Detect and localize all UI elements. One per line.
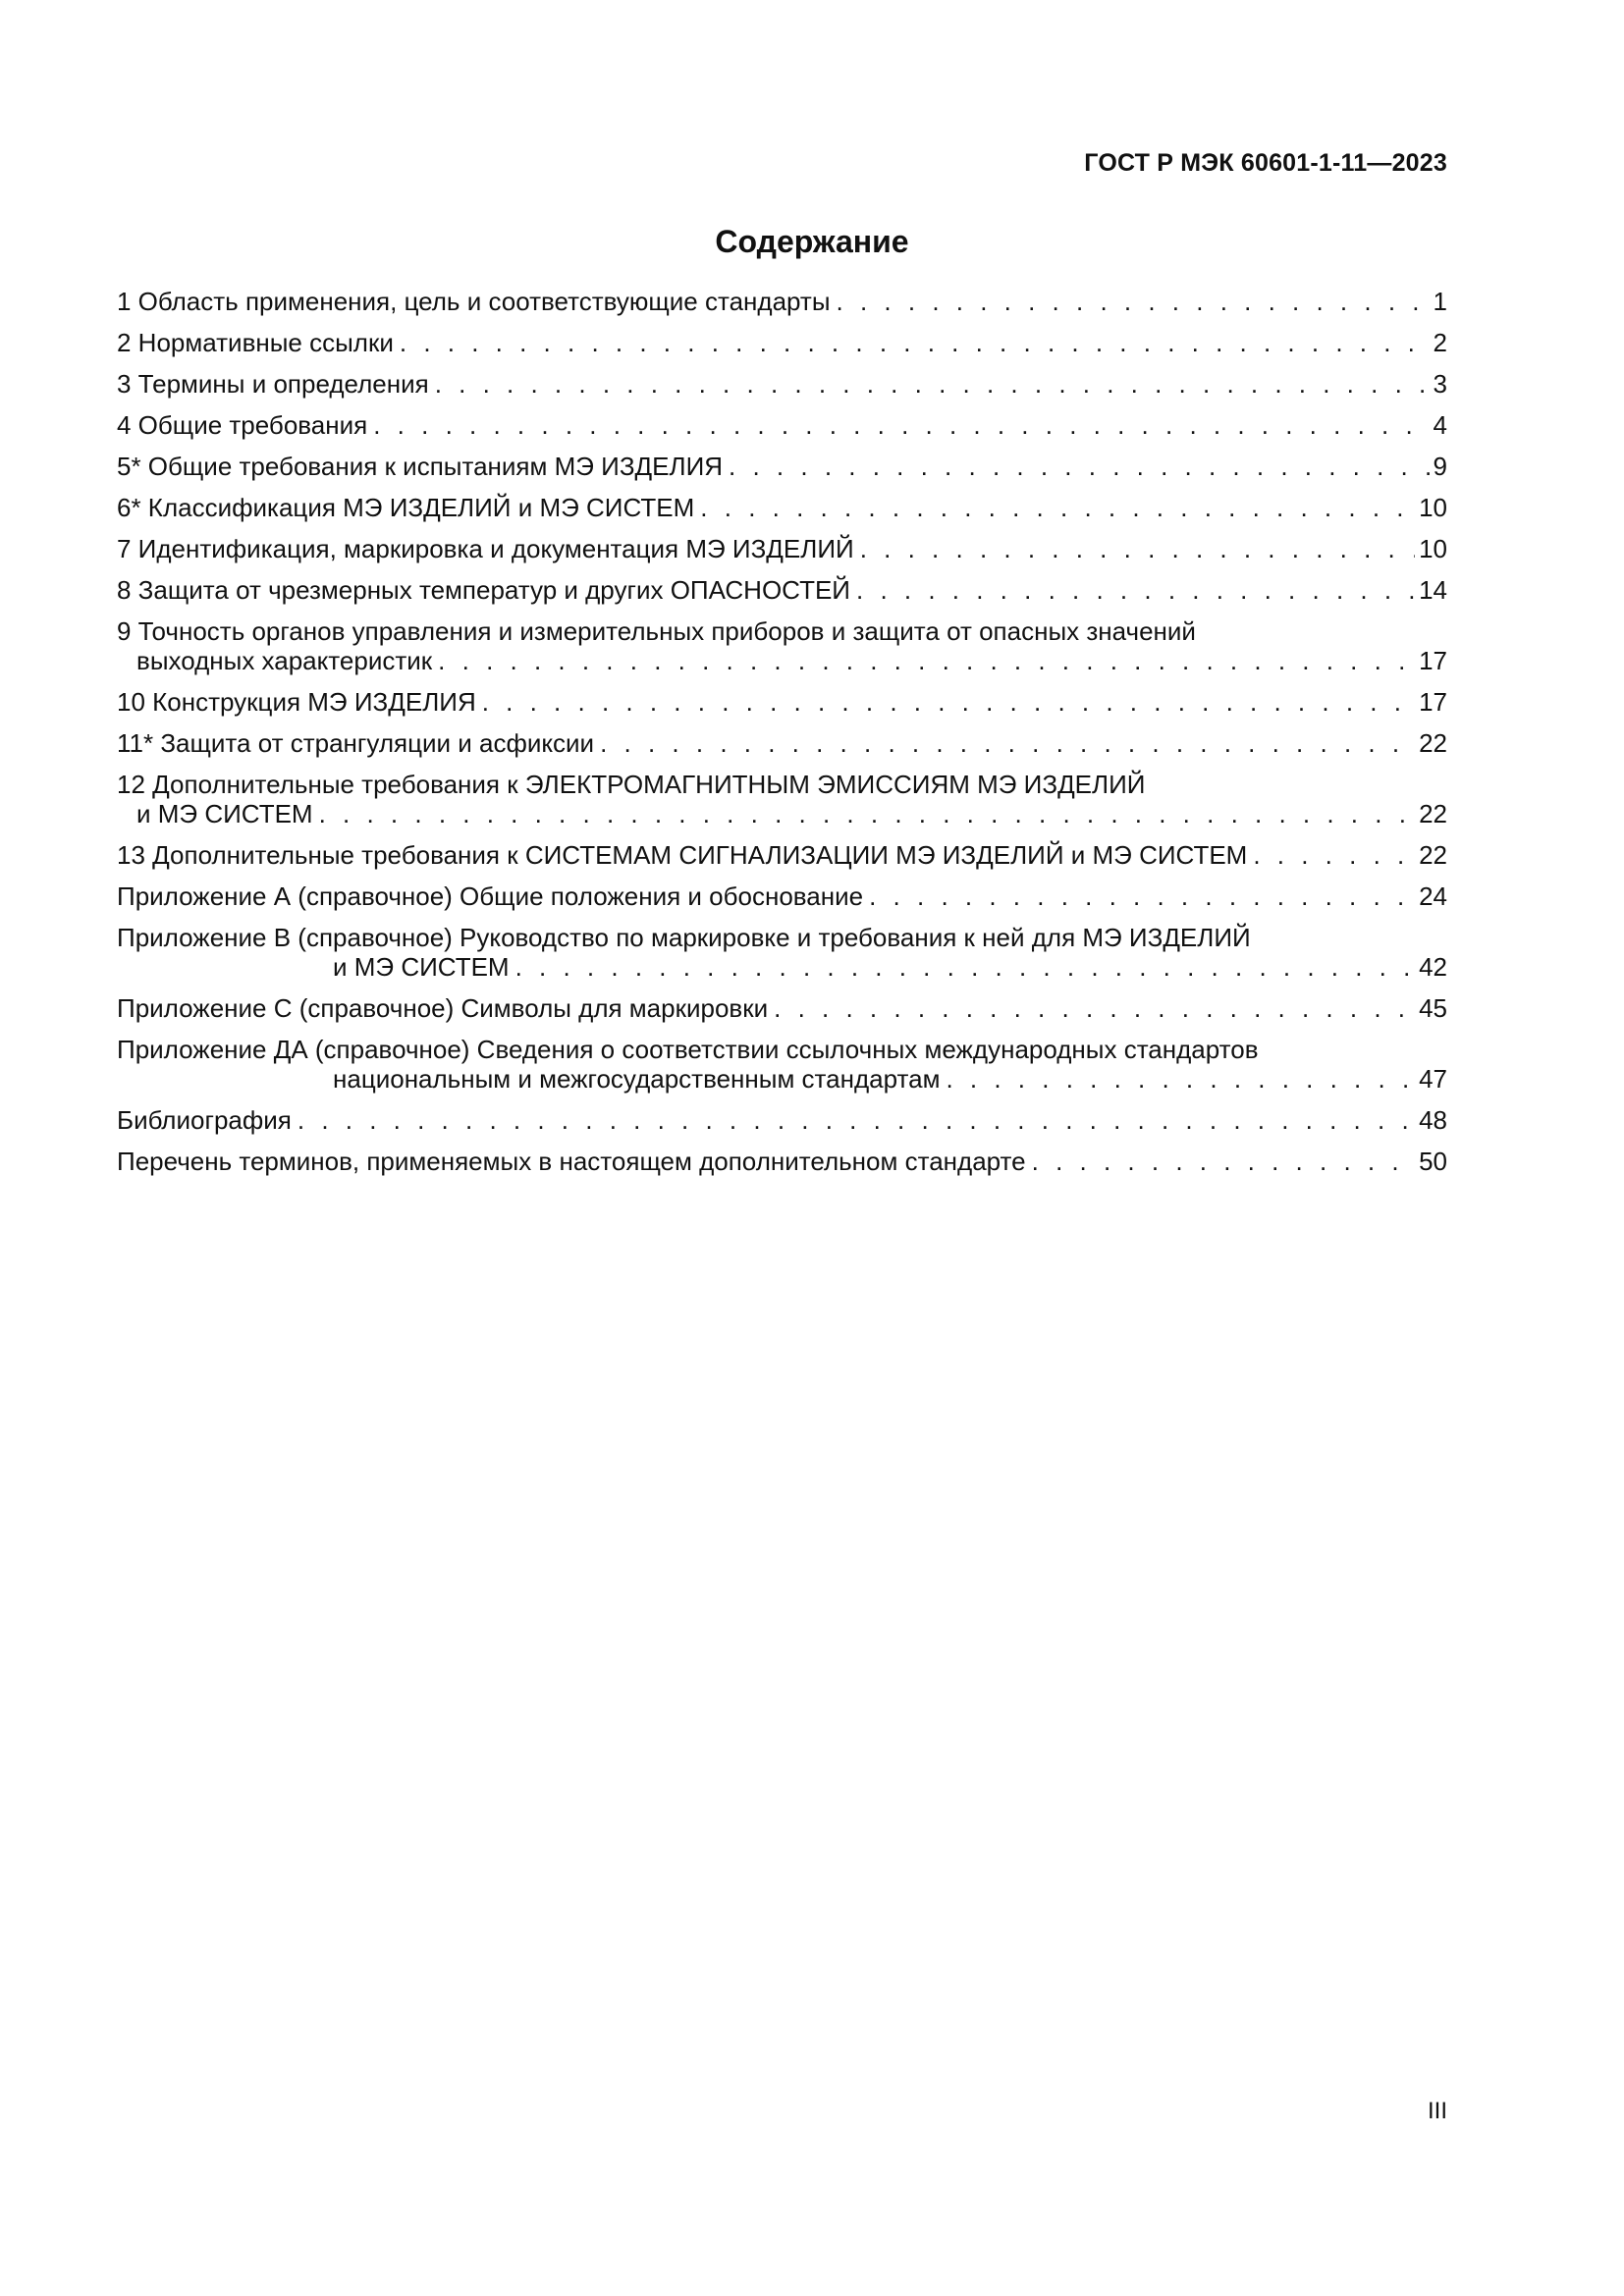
dot-leader: [298, 1105, 1415, 1135]
toc-entry[interactable]: [117, 1147, 1447, 1176]
dot-leader: [319, 799, 1416, 828]
toc-entry-title: 13 Дополнительные требования к СИСТЕМАМ СИГНАЛИЗАЦИИ МЭ ИЗДЕЛИЙ и МЭ СИСТЕМ: [117, 840, 1248, 870]
dot-leader: [837, 287, 1430, 316]
dot-leader: [729, 452, 1430, 481]
toc-entry-title: национальным и межгосударственным стандартам: [333, 1064, 941, 1094]
dot-leader: [946, 1064, 1415, 1094]
toc-entry[interactable]: [117, 452, 1447, 481]
toc-entry-page: 3: [1433, 369, 1447, 399]
dot-leader: [400, 328, 1430, 357]
dot-leader: [869, 881, 1415, 911]
dot-leader: [515, 952, 1416, 982]
toc-entry-title-line1: 9 Точность органов управления и измерительных приборов и защита от опасных значений: [117, 616, 1196, 646]
toc-entry[interactable]: [117, 840, 1447, 870]
toc-entry[interactable]: [117, 1105, 1447, 1135]
toc-entry[interactable]: [117, 410, 1447, 440]
toc-entry-title: и МЭ СИСТЕМ: [333, 952, 510, 982]
toc-entry-title: 2 Нормативные ссылки: [117, 328, 394, 357]
dot-leader: [700, 493, 1415, 522]
dot-leader: [860, 534, 1415, 563]
toc-entry-page: 10: [1419, 493, 1447, 522]
dot-leader: [1253, 840, 1415, 870]
dot-leader: [373, 410, 1429, 440]
toc-entry-page: 2: [1433, 328, 1447, 357]
toc-entry-title: и МЭ СИСТЕМ: [136, 799, 313, 828]
toc-entry-page: 17: [1419, 687, 1447, 717]
toc-entry-title: Перечень терминов, применяемых в настоящем дополнительном стандарте: [117, 1147, 1026, 1176]
toc-entry-title: 1 Область применения, цель и соответствующие стандарты: [117, 287, 831, 316]
dot-leader: [435, 369, 1430, 399]
toc-entry[interactable]: [117, 328, 1447, 357]
toc-entry[interactable]: [117, 575, 1447, 605]
toc-entry-title: 11* Защита от странгуляции и асфиксии: [117, 728, 595, 758]
toc-entry-page: 45: [1419, 993, 1447, 1023]
toc-entry-page: 48: [1419, 1105, 1447, 1135]
toc-title: Содержание: [715, 224, 909, 259]
toc-entry[interactable]: [117, 881, 1447, 911]
dot-leader: [856, 575, 1415, 605]
toc-entry-page: 17: [1419, 646, 1447, 675]
dot-leader: [438, 646, 1415, 675]
toc-entry[interactable]: [117, 287, 1447, 316]
toc-entry-title-line1: 12 Дополнительные требования к ЭЛЕКТРОМАГНИТНЫМ ЭМИССИЯМ МЭ ИЗДЕЛИЙ: [117, 770, 1146, 799]
toc-entry[interactable]: [117, 770, 1447, 828]
dot-leader: [482, 687, 1415, 717]
toc-entry-title: 7 Идентификация, маркировка и документация МЭ ИЗДЕЛИЙ: [117, 534, 854, 563]
standard-code: ГОСТ Р МЭК 60601-1-11—2023: [1084, 149, 1447, 177]
toc-entry[interactable]: [117, 993, 1447, 1023]
toc-entry-page: 4: [1433, 410, 1447, 440]
toc-entry-title: Библиография: [117, 1105, 292, 1135]
toc-entry-title: Приложение А (справочное) Общие положения и обоснование: [117, 881, 864, 911]
toc-entry-page: 22: [1419, 728, 1447, 758]
toc-entry[interactable]: [117, 728, 1447, 758]
toc-entry[interactable]: [117, 493, 1447, 522]
toc-entry-title: выходных характеристик: [136, 646, 433, 675]
toc-entry[interactable]: [117, 534, 1447, 563]
dot-leader: [600, 728, 1415, 758]
toc-entry-title: 4 Общие требования: [117, 410, 368, 440]
toc-entry-page: 9: [1433, 452, 1447, 481]
toc-entry-page: 47: [1419, 1064, 1447, 1094]
toc-entry-page: 24: [1419, 881, 1447, 911]
toc-entry-title: Приложение С (справочное) Символы для маркировки: [117, 993, 769, 1023]
toc-entry-title: 6* Классификация МЭ ИЗДЕЛИЙ и МЭ СИСТЕМ: [117, 493, 695, 522]
dot-leader: [1032, 1147, 1415, 1176]
toc-entry-page: 14: [1419, 575, 1447, 605]
toc-entry-title-line1: Приложение ДА (справочное) Сведения о соответствии ссылочных международных стандартов: [117, 1035, 1259, 1064]
toc-entry-page: 42: [1419, 952, 1447, 982]
toc-entry-page: 1: [1433, 287, 1447, 316]
toc-entry[interactable]: [117, 687, 1447, 717]
toc-entry-title-line1: Приложение В (справочное) Руководство по маркировке и требования к ней для МЭ ИЗДЕЛИЙ: [117, 923, 1251, 952]
toc-entry-page: 22: [1419, 799, 1447, 828]
toc-entry-title: 10 Конструкция МЭ ИЗДЕЛИЯ: [117, 687, 476, 717]
toc-entry[interactable]: [117, 1035, 1447, 1094]
toc-entry-title: 5* Общие требования к испытаниям МЭ ИЗДЕЛИЯ: [117, 452, 724, 481]
toc-entry-page: 10: [1419, 534, 1447, 563]
toc-entry[interactable]: [117, 369, 1447, 399]
toc-entry-page: 50: [1419, 1147, 1447, 1176]
toc-entry-page: 22: [1419, 840, 1447, 870]
table-of-contents: [117, 287, 1447, 1188]
toc-entry-title: 3 Термины и определения: [117, 369, 429, 399]
toc-entry-title: 8 Защита от чрезмерных температур и других ОПАСНОСТЕЙ: [117, 575, 850, 605]
toc-entry[interactable]: [117, 616, 1447, 675]
page-number: III: [1427, 2098, 1447, 2124]
toc-entry[interactable]: [117, 923, 1447, 982]
dot-leader: [774, 993, 1415, 1023]
